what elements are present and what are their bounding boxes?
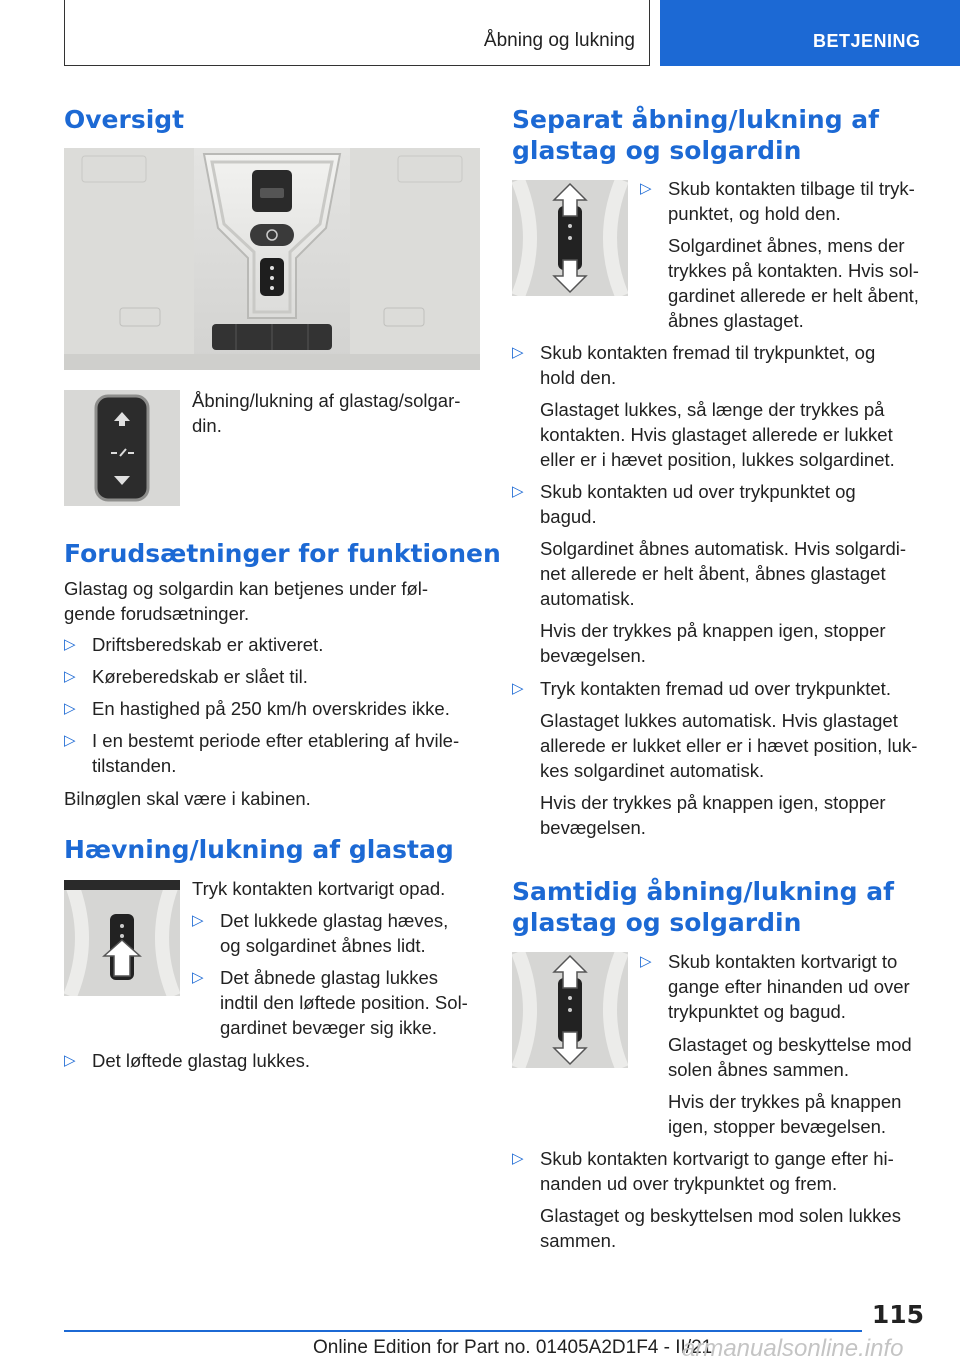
sep-3-note2: Hvis der trykkes på knappen igen, stopper bevægelsen. — [540, 620, 886, 666]
glastag-switch-image — [64, 390, 180, 506]
sep-3-note: Solgardinet åbnes automatisk. Hvis solgardi- net allerede er helt åbent, åbnes glastaget automatisk. — [540, 538, 907, 609]
watermark: armanualsonline.info — [682, 1335, 904, 1362]
sep-4-note2: Hvis der trykkes på knappen igen, stopper bevægelsen. — [540, 792, 886, 838]
bullet-icon: ▷ — [512, 680, 524, 697]
haevning-intro: Tryk kontakten kortvarigt opad. — [192, 878, 446, 899]
sep-4-note: Glastaget lukkes automatisk. Hvis glastaget allerede er lukket eller er i hævet position, luk- kes solgardinet automatisk. — [540, 710, 918, 781]
bullet-icon: ▷ — [64, 636, 76, 653]
heading-forudsaetninger: Forudsætninger for funktionen — [64, 539, 501, 568]
footer-divider — [64, 1330, 862, 1332]
heading-oversigt: Oversigt — [64, 105, 185, 134]
switch-up-down-image — [512, 180, 628, 296]
bullet-icon: ▷ — [64, 668, 76, 685]
heading-haevning: Hævning/lukning af glastag — [64, 835, 454, 864]
bullet-icon: ▷ — [512, 344, 524, 361]
header-tab-label: BETJENING — [813, 31, 921, 51]
bullet-icon: ▷ — [64, 700, 76, 717]
intro-conditions: Glastag og solgardin kan betjenes under føl- gende forudsætninger. — [64, 578, 429, 624]
bullet-icon: ▷ — [640, 180, 652, 197]
sam-2-note: Glastaget og beskyttelsen mod solen lukkes sammen. — [540, 1205, 901, 1251]
bullet-icon: ▷ — [64, 1052, 76, 1069]
sam-1-note2: Hvis der trykkes på knappen igen, stopper bevægelsen. — [668, 1091, 902, 1137]
bullet-icon: ▷ — [512, 1150, 524, 1167]
caption-switch: Åbning/lukning af glastag/solgar- din. — [192, 390, 461, 436]
key-note: Bilnøglen skal være i kabinen. — [64, 788, 311, 809]
heading-separat: Separat åbning/lukning af glastag og solgardin — [512, 105, 880, 165]
bullet-icon: ▷ — [64, 732, 76, 749]
bullet-icon: ▷ — [640, 953, 652, 970]
sep-2-note: Glastaget lukkes, så længe der trykkes på kontakten. Hvis glastaget allerede er lukket eller er i hævet position, lukkes solgardinet. — [540, 399, 895, 470]
roof-console-image — [64, 148, 480, 370]
sep-1-note: Solgardinet åbnes, mens der trykkes på kontakten. Hvis sol- gardinet allerede er helt åbent, åbnes glastaget. — [668, 235, 919, 331]
bullet-icon: ▷ — [192, 912, 204, 929]
bullet-icon: ▷ — [192, 969, 204, 986]
header-tab — [660, 0, 960, 66]
page-number: 115 — [871, 1300, 924, 1329]
edition-note: Online Edition for Part no. 01405A2D1F4 - II/21 — [313, 1337, 713, 1358]
header-section-box — [64, 0, 650, 66]
switch-double-image — [512, 952, 628, 1068]
bullet-icon: ▷ — [512, 483, 524, 500]
header-section-title: Åbning og lukning — [483, 30, 635, 51]
sam-1-note: Glastaget og beskyttelse mod solen åbnes sammen. — [668, 1034, 912, 1080]
switch-up-image — [64, 880, 180, 996]
heading-samtidig: Samtidig åbning/lukning af glastag og solgardin — [512, 877, 894, 937]
